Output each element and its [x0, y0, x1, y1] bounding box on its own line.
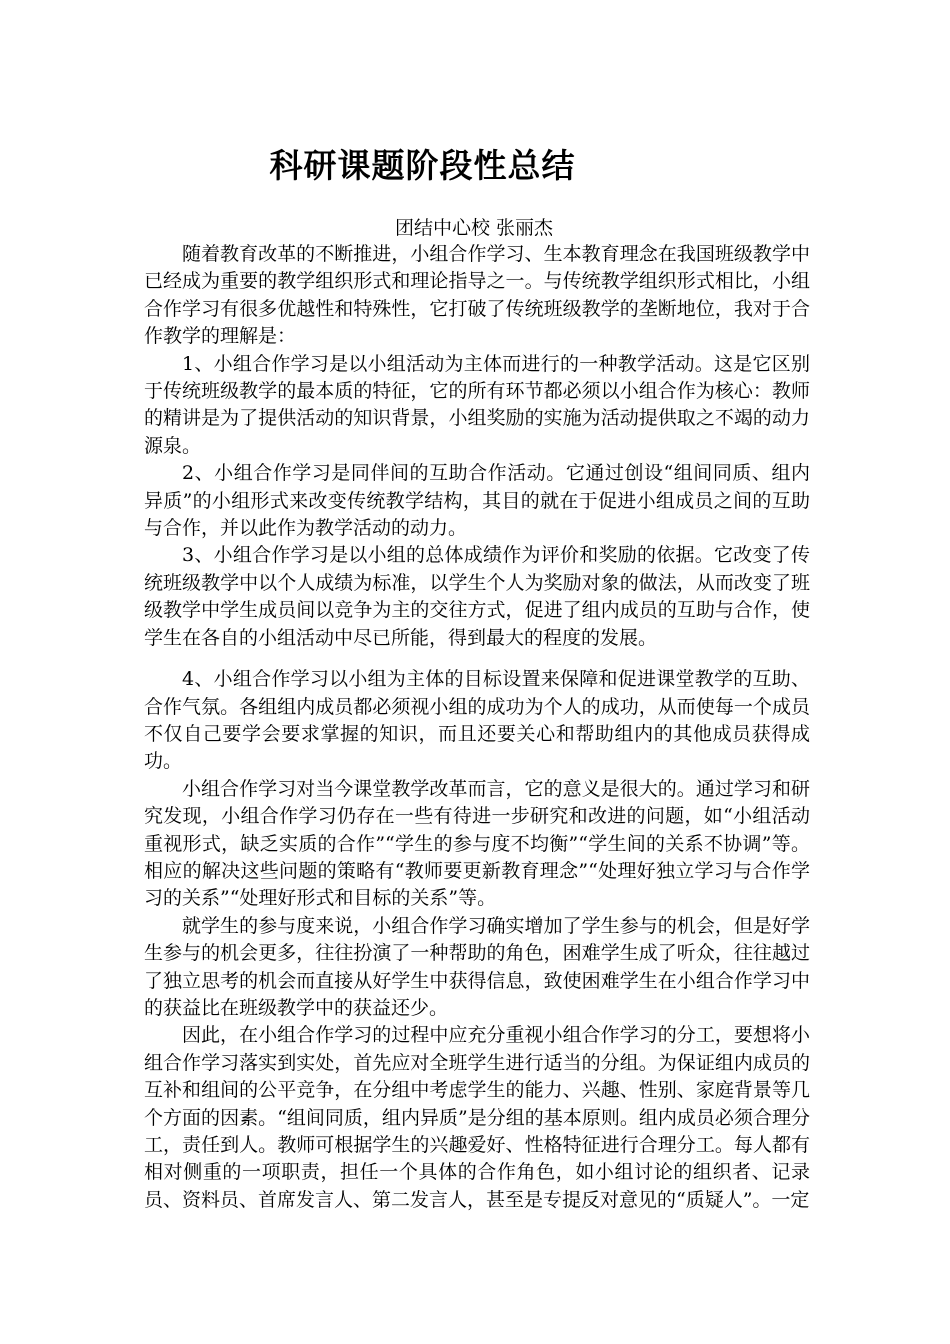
paragraph-significance: 小组合作学习对当今课堂教学改革而言，它的意义是很大的。通过学习和研究发现，小组合作学习仍存在一些有待进一步研究和改进的问题，如“小组活动重视形式，缺乏实质的合作”“学生的参与度不均衡”“学生间的关系不协调”等。相应的解决这些问题的策略有“教师要更新教育理念”“处理好独立学习与合作学习的关系”“处理好形式和目标的关系”等。 — [144, 777, 810, 910]
paragraph-point-2: 2、小组合作学习是同伴间的互助合作活动。它通过创设“组间同质、组内异质”的小组形式来改变传统教学结构，其目的就在于促进小组成员之间的互助与合作，并以此作为教学活动的动力。 — [144, 462, 810, 540]
paragraph-intro: 随着教育改革的不断推进，小组合作学习、生本教育理念在我国班级教学中已经成为重要的教学组织形式和理论指导之一。与传统教学组织形式相比，小组合作学习有很多优越性和特殊性，它打破了传统班级教学的垄断地位，我对于合作教学的理解是： — [144, 243, 810, 348]
paragraph-point-1: 1、小组合作学习是以小组活动为主体而进行的一种教学活动。这是它区别于传统班级教学的最本质的特征，它的所有环节都必须以小组合作为核心：教师的精讲是为了提供活动的知识背景，小组奖励的实施为活动提供取之不竭的动力源泉。 — [144, 352, 810, 457]
document-body — [144, 241, 810, 1214]
document-title: 科研课题阶段性总结 — [269, 146, 576, 185]
paragraph-grouping: 因此，在小组合作学习的过程中应充分重视小组合作学习的分工，要想将小组合作学习落实到实处，首先应对全班学生进行适当的分组。为保证组内成员的互补和组间的公平竞争，在分组中考虑学生的能力、兴趣、性别、家庭背景等几个方面的因素。“组间同质，组内异质”是分组的基本原则。组内成员必须合理分工，责任到人。教师可根据学生的兴趣爱好、性格特征进行合理分工。每人都有相对侧重的一项职责，担任一个具体的合作角色，如小组讨论的组织者、记录员、资料员、首席发言人、第二发言人，甚至是专提反对意见的“质疑人”。一定 — [144, 1024, 810, 1211]
document-author: 团结中心校 张丽杰 — [395, 217, 554, 239]
paragraph-point-3: 3、小组合作学习是以小组的总体成绩作为评价和奖励的依据。它改变了传统班级教学中以个人成绩为标准，以学生个人为奖励对象的做法，从而改变了班级教学中学生成员间以竞争为主的交往方式，促进了组内成员的互助与合作，使学生在各自的小组活动中尽已所能，得到最大的程度的发展。 — [144, 544, 810, 649]
paragraph-participation: 就学生的参与度来说，小组合作学习确实增加了学生参与的机会，但是好学生参与的机会更多，往往扮演了一种帮助的角色，困难学生成了听众，往往越过了独立思考的机会而直接从好学生中获得信息，致使困难学生在小组合作学习中的获益比在班级教学中的获益还少。 — [144, 914, 810, 1019]
paragraph-point-4: 4、小组合作学习以小组为主体的目标设置来保障和促进课堂教学的互助、合作气氛。各组组内成员都必须视小组的成功为个人的成功，从而使每一个成员不仅自己要学会要求掌握的知识，而且还要关心和帮助组内的其他成员获得成功。 — [144, 668, 810, 773]
